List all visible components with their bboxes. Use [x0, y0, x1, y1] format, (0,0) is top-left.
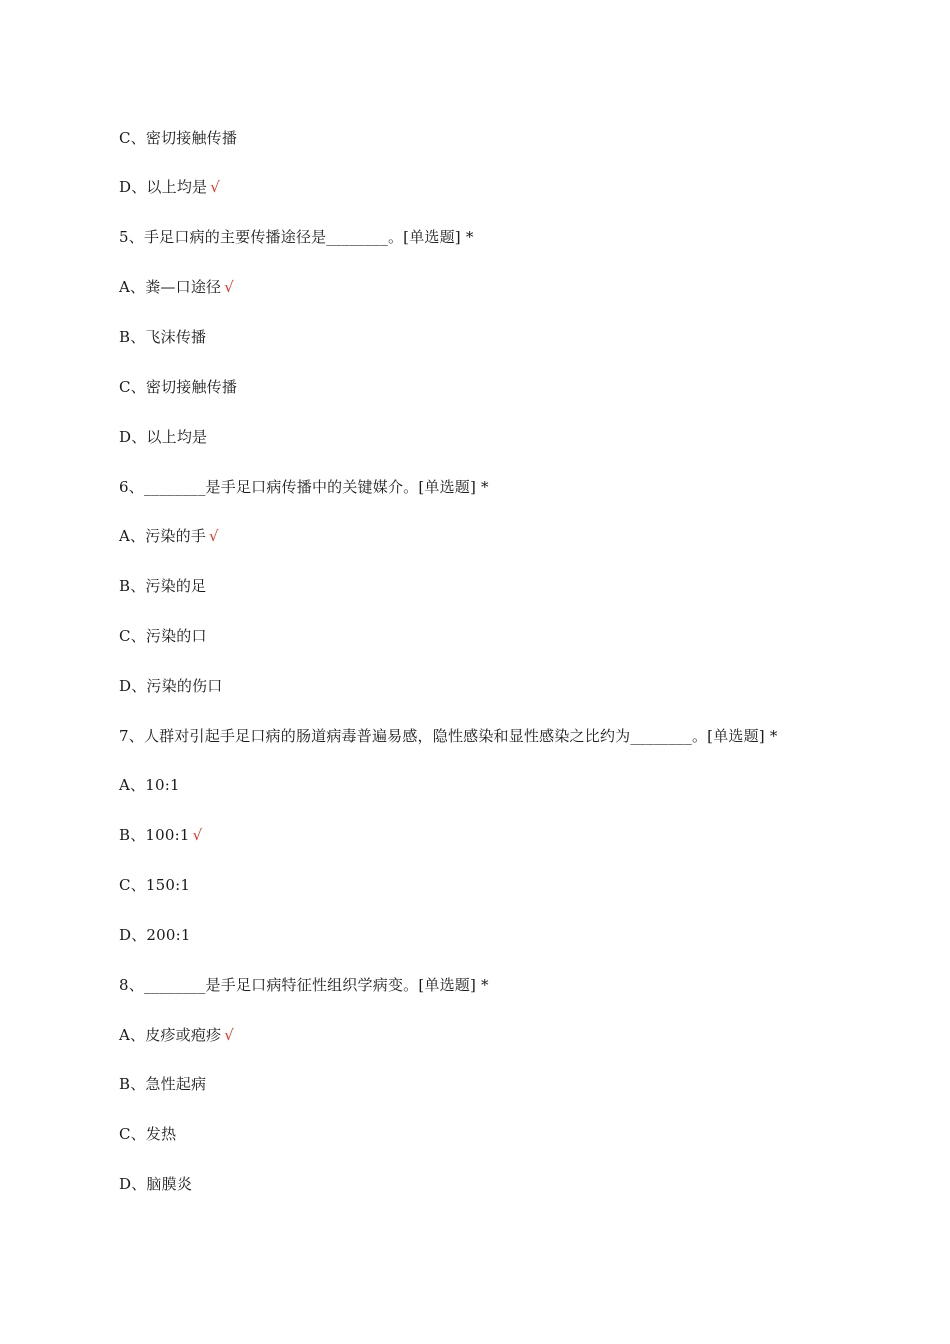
option-text: D、以上均是: [119, 428, 208, 446]
option-line: [119, 825, 202, 845]
correct-check-icon: √: [192, 826, 203, 844]
option-text: B、飞沫传播: [119, 328, 207, 346]
correct-check-icon: √: [224, 278, 234, 296]
option-line: [119, 1124, 179, 1144]
option-line: [119, 875, 193, 895]
option-line: [119, 377, 240, 397]
question-line: [119, 726, 781, 746]
option-text: A、皮疹或疱疹: [119, 1026, 222, 1044]
option-line: [119, 1025, 234, 1045]
option-text: B、急性起病: [119, 1075, 207, 1093]
question-line: [119, 975, 492, 995]
option-text: B、污染的足: [119, 577, 207, 595]
option-line: [119, 925, 194, 945]
question-text: 6、________是手足口病传播中的关键媒介。[单选题] *: [119, 478, 489, 496]
question-text: 8、________是手足口病特征性组织学病变。[单选题] *: [119, 976, 489, 994]
option-text: C、密切接触传播: [119, 378, 238, 396]
option-text: C、发热: [119, 1125, 177, 1143]
option-line: [119, 576, 209, 596]
option-line: [119, 327, 209, 347]
option-line: [119, 427, 210, 447]
option-line: [119, 526, 219, 546]
option-text: C、污染的口: [119, 627, 207, 645]
option-text: A、10:1: [119, 776, 180, 794]
option-line: [119, 177, 220, 197]
option-text: D、脑膜炎: [119, 1175, 193, 1193]
question-text: 5、手足口病的主要传播途径是________。[单选题] *: [119, 228, 474, 246]
option-text: C、150:1: [119, 876, 191, 894]
option-line: [119, 775, 183, 795]
option-text: B、100:1: [119, 826, 190, 844]
option-text: C、密切接触传播: [119, 129, 238, 147]
option-text: A、污染的手: [119, 527, 207, 545]
option-text: D、200:1: [119, 926, 191, 944]
correct-check-icon: √: [224, 1026, 234, 1044]
option-text: A、粪—口途径: [119, 278, 222, 296]
option-text: D、以上均是: [119, 178, 208, 196]
correct-check-icon: √: [210, 178, 220, 196]
option-line: [119, 1174, 195, 1194]
option-line: [119, 128, 240, 148]
question-line: [119, 227, 477, 247]
option-line: [119, 277, 234, 297]
option-text: D、污染的伤口: [119, 677, 223, 695]
correct-check-icon: √: [209, 527, 219, 545]
option-line: [119, 626, 210, 646]
option-line: [119, 1074, 209, 1094]
question-text: 7、人群对引起手足口病的肠道病毒普遍易感，隐性感染和显性感染之比约为________。[单选题] *: [119, 727, 778, 745]
option-line: [119, 676, 225, 696]
question-line: [119, 477, 492, 497]
